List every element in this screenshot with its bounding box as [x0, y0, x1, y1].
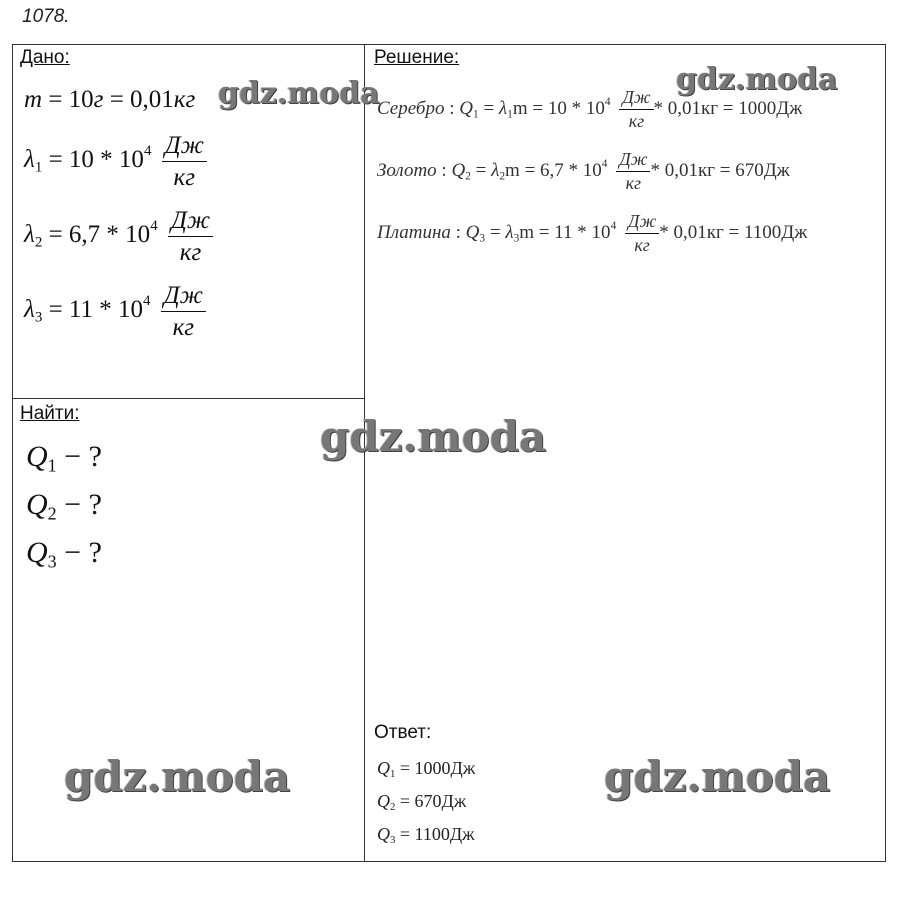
given-header: Дано: [20, 47, 70, 68]
answer-q1: $Q_1 = 1000Дж$ [377, 758, 476, 781]
row-divider [12, 398, 365, 399]
problem-number: 1078. [22, 6, 70, 27]
find-q3: $Q_3$ − ? [26, 536, 102, 572]
solution-silver: Серебро : $Q_1 = \lambda_1m = 10 * 10^4$ $\frac{Дж}{кг}$ * 0,01кг = 1000Дж [377, 87, 803, 131]
answer-header: Ответ: [374, 722, 432, 743]
given-lambda-3: $\lambda_3 = 11 * 10^4$ $\frac{Дж}{кг}$ [24, 282, 206, 341]
answer-q3: $Q_3 = 1100Дж$ [377, 824, 475, 847]
solution-gold: Золото : $Q_2 = \lambda_2m = 6,7 * 10^4$ $\frac{Дж}{кг}$ * 0,01кг = 670Дж [377, 149, 790, 193]
watermark-logo: gdz.moda [64, 752, 291, 801]
answer-q2: $Q_2 = 670Дж$ [377, 791, 467, 814]
watermark-logo: gdz.moda [320, 412, 547, 461]
given-lambda-1: $\lambda_1 = 10 * 10^4$ $\frac{Дж}{кг}$ [24, 132, 207, 191]
solution-header: Решение: [374, 47, 460, 68]
find-q2: $Q_2$ − ? [26, 488, 102, 524]
find-q1: $Q_1$ − ? [26, 440, 102, 476]
given-mass: m = 10г = 0,01кг [24, 86, 196, 113]
given-lambda-2: $\lambda_2 = 6,7 * 10^4$ $\frac{Дж}{кг}$ [24, 207, 213, 266]
watermark-logo: gdz.moda [604, 752, 831, 801]
solution-platinum: Платина : $Q_3 = \lambda_3m = 11 * 10^4$ $\frac{Дж}{кг}$ * 0,01кг = 1100Дж [377, 211, 808, 255]
find-header: Найти: [20, 403, 80, 424]
watermark-logo: gdz.moda [676, 62, 838, 97]
watermark-logo: gdz.moda [218, 76, 380, 111]
